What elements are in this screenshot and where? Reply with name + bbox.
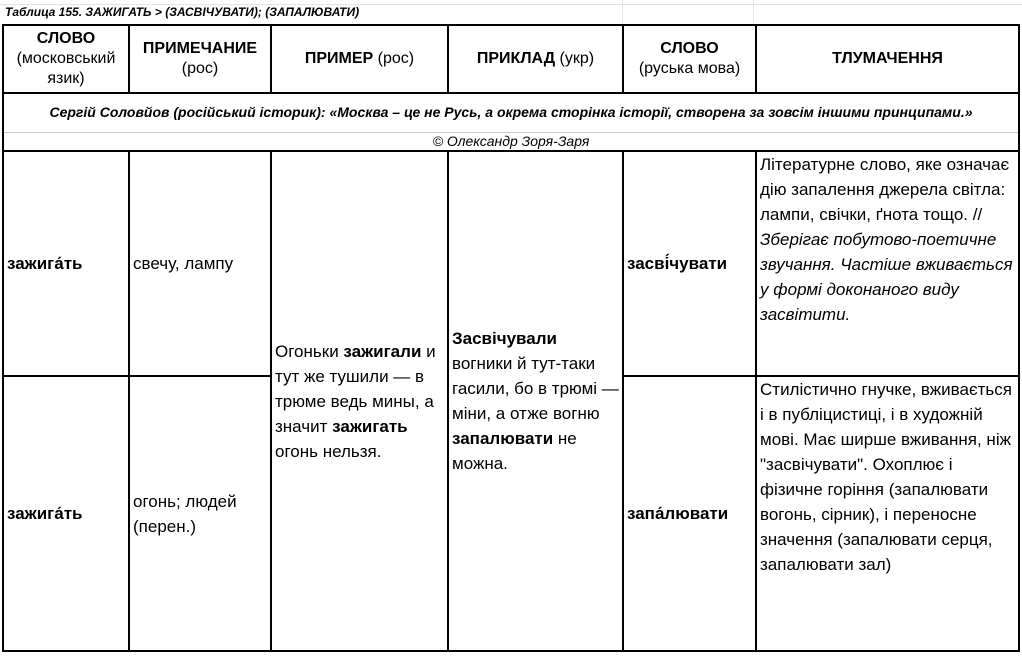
- word-ru-cell: зажига́ть: [3, 151, 129, 376]
- quote-text: Сергій Соловйов (російський історик): «Москва – це не Русь, а окрема сторінка історії, створена за зовсім іншими принципами.»: [3, 93, 1019, 132]
- header-word-ru: СЛОВО (московський язик): [3, 25, 129, 93]
- example-ru-cell: Огоньки зажигали и тут же тушили — в трюме ведь мины, а значит зажигать огонь нельзя.: [271, 151, 448, 651]
- header-example-uk: ПРИКЛАД (укр): [448, 25, 623, 93]
- dictionary-table: [2, 24, 1020, 652]
- table-row: [3, 151, 1019, 376]
- meaning-cell: Літературне слово, яке означає дію запалення джерела світла: лампи, свічки, ґнота тощо. // Зберігає побутово-поетичне звучання. Частіше вживається у формі доконаного виду засвітити.: [756, 151, 1019, 376]
- header-row: [3, 25, 1019, 93]
- grid-line: [753, 0, 754, 24]
- note-cell: огонь; людей (перен.): [129, 376, 271, 651]
- word-uk-cell: засві́чувати: [623, 151, 756, 376]
- table-title: Таблица 155. ЗАЖИГАТЬ > (ЗАСВІЧУВАТИ); (ЗАПАЛЮВАТИ): [5, 5, 360, 19]
- note-cell: свечу, лампу: [129, 151, 271, 376]
- meaning-cell: Стилістично гнучке, вживається і в публіцистиці, і в художній мові. Має ширше вживання, ніж "засвічувати". Охоплює і фізичне горіння (запалювати вогонь, сірник), і переносне значення (запалювати серця, запалювати зал): [756, 376, 1019, 651]
- copyright-row: [3, 132, 1019, 151]
- header-word-uk: СЛОВО (руська мова): [623, 25, 756, 93]
- copyright-text: © Олександр Зоря-Заря: [3, 132, 1019, 151]
- example-uk-cell: Засвічували вогники й тут-таки гасили, бо в трюмі — міни, а отже вогню запалювати не можна.: [448, 151, 623, 651]
- word-uk-cell: запа́лювати: [623, 376, 756, 651]
- word-ru-cell: зажига́ть: [3, 376, 129, 651]
- header-note: ПРИМЕЧАНИЕ (рос): [129, 25, 271, 93]
- quote-row: [3, 93, 1019, 132]
- header-meaning: ТЛУМАЧЕННЯ: [756, 25, 1019, 93]
- grid-line: [622, 0, 623, 24]
- header-example-ru: ПРИМЕР (рос): [271, 25, 448, 93]
